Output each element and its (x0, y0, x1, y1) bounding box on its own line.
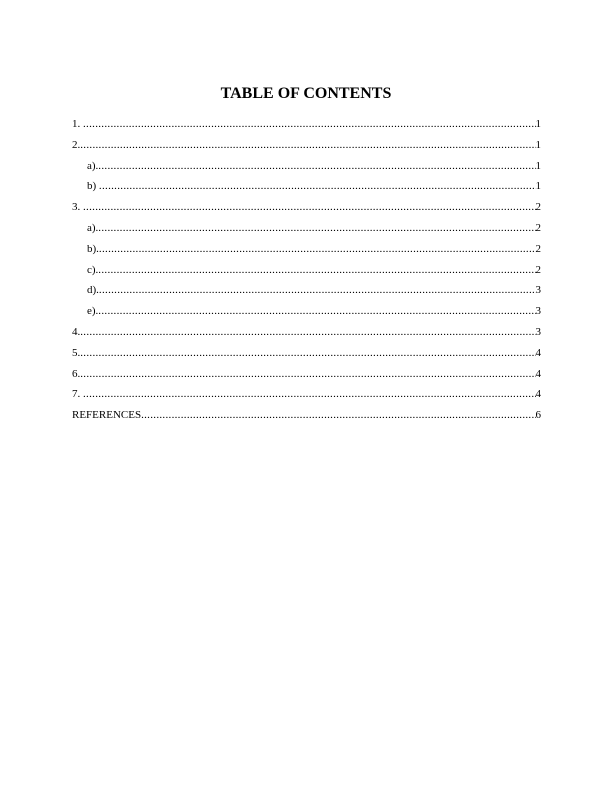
toc-entry[interactable] (72, 405, 541, 426)
toc-dot-leader (141, 405, 535, 426)
toc-entry[interactable] (72, 364, 541, 385)
toc-dot-leader (99, 280, 536, 301)
toc-entry-label: 7. (72, 388, 83, 401)
toc-dot-leader (98, 260, 535, 281)
toc-entry[interactable] (72, 156, 541, 177)
toc-title: TABLE OF CONTENTS (220, 85, 392, 102)
toc-dot-leader (98, 218, 535, 239)
toc-entry-label: d). (87, 284, 99, 297)
toc-entry-page-number: 2 (535, 221, 541, 234)
toc-entry-label: b). (87, 242, 99, 255)
toc-entry-page-number: 2 (535, 263, 541, 276)
toc-entry-label: b) (87, 180, 99, 193)
toc-entry[interactable] (72, 343, 541, 364)
toc-dot-leader (98, 156, 535, 177)
toc-entry-page-number: 1 (535, 180, 541, 193)
toc-entry-label: 4. (72, 325, 81, 338)
toc-entry-page-number: 1 (535, 138, 541, 151)
toc-dot-leader (80, 135, 535, 156)
toc-dot-leader (98, 301, 535, 322)
toc-entry-label: 1. (72, 118, 83, 130)
toc-entry-page-number: 3 (535, 325, 541, 338)
toc-dot-leader (80, 343, 535, 364)
toc-entry[interactable] (72, 384, 541, 405)
toc-entry-label: c). (87, 263, 99, 276)
toc-entry-page-number: 3 (535, 284, 541, 297)
toc-dot-leader (83, 384, 536, 405)
toc-dot-leader (83, 114, 536, 135)
toc-entry-page-number: 4 (535, 367, 541, 380)
toc-dot-leader (80, 322, 535, 343)
toc-entry[interactable] (72, 176, 541, 197)
toc-entry-label: a). (87, 221, 99, 234)
toc-entry-page-number: 1 (535, 118, 541, 130)
toc-entry-label: 5. (72, 346, 81, 359)
toc-entry-label: 2. (72, 138, 81, 151)
toc-entry[interactable] (72, 260, 541, 281)
toc-entry-label: e). (87, 305, 99, 318)
toc-entry[interactable] (72, 239, 541, 260)
toc-entry-label: 6. (72, 367, 81, 380)
toc-entry-page-number: 4 (535, 346, 541, 359)
toc-entry[interactable] (72, 301, 541, 322)
toc-entry[interactable] (72, 322, 541, 343)
toc-entry[interactable] (72, 280, 541, 301)
toc-dot-leader (99, 176, 536, 197)
toc-entry-page-number: 3 (535, 305, 541, 318)
toc-entry-page-number: 4 (535, 388, 541, 401)
toc-entry[interactable] (72, 135, 541, 156)
toc-dot-leader (99, 239, 536, 260)
toc-entry[interactable] (72, 197, 541, 218)
toc-entry-label: REFERENCES (72, 409, 142, 422)
toc-entry[interactable] (72, 114, 541, 135)
toc-list (72, 114, 541, 426)
toc-entry[interactable] (72, 218, 541, 239)
toc-entry-page-number: 2 (535, 201, 541, 214)
toc-dot-leader (80, 364, 535, 385)
toc-entry-page-number: 6 (535, 409, 541, 422)
toc-entry-page-number: 1 (535, 159, 541, 172)
toc-entry-page-number: 2 (535, 242, 541, 255)
toc-entry-label: 3. (72, 201, 83, 214)
toc-entry-label: a). (87, 159, 99, 172)
toc-dot-leader (83, 197, 536, 218)
